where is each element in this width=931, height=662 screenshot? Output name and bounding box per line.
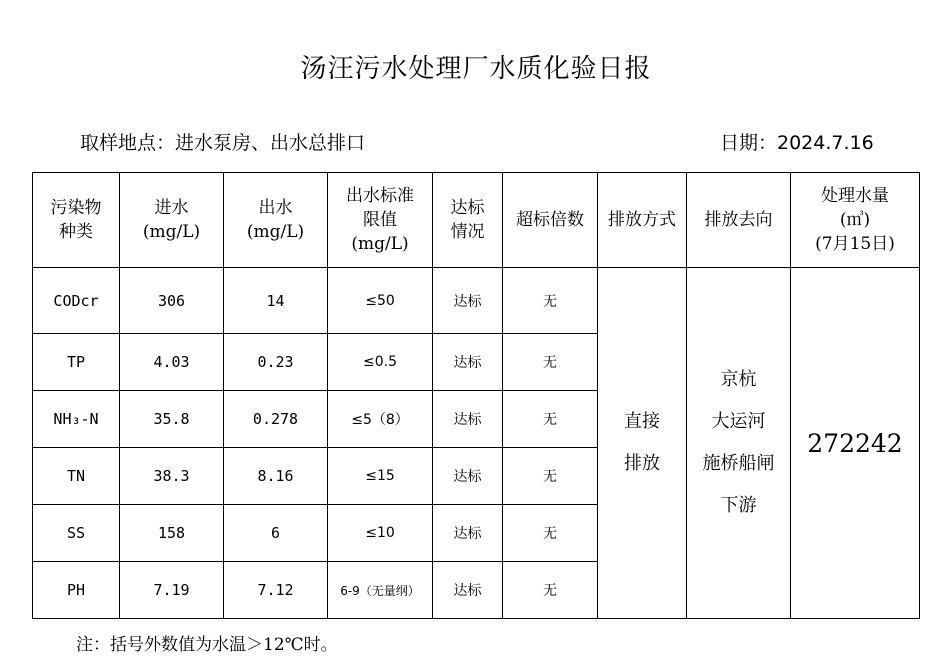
header-standard: 出水标准 限值 (mg/L) <box>328 173 433 268</box>
cell-pollutant: CODcr <box>33 268 120 334</box>
cell-inflow: 4.03 <box>120 334 224 391</box>
cell-standard: ≤10 <box>328 505 433 562</box>
cell-exceed: 无 <box>503 562 598 619</box>
cell-outflow: 0.23 <box>224 334 328 391</box>
header-volume: 处理水量 (㎥) (7月15日) <box>791 173 920 268</box>
cell-pollutant: TP <box>33 334 120 391</box>
header-outflow: 出水 (mg/L) <box>224 173 328 268</box>
footnote: 注：括号外数值为水温＞12℃时。 <box>76 635 338 655</box>
cell-pollutant: NH₃-N <box>33 391 120 448</box>
cell-inflow: 7.19 <box>120 562 224 619</box>
cell-exceed: 无 <box>503 448 598 505</box>
table-header-row <box>33 173 920 268</box>
cell-compliance: 达标 <box>433 505 503 562</box>
cell-standard: ≤0.5 <box>328 334 433 391</box>
header-exceed: 超标倍数 <box>503 173 598 268</box>
cell-discharge-method: 直接 排放 <box>598 268 687 619</box>
cell-outflow: 6 <box>224 505 328 562</box>
table-row-codcr <box>33 268 920 334</box>
header-inflow: 进水 (mg/L) <box>120 173 224 268</box>
cell-exceed: 无 <box>503 505 598 562</box>
cell-standard: ≤50 <box>328 268 433 334</box>
cell-exceed: 无 <box>503 268 598 334</box>
cell-compliance: 达标 <box>433 391 503 448</box>
cell-compliance: 达标 <box>433 268 503 334</box>
cell-pollutant: PH <box>33 562 120 619</box>
cell-exceed: 无 <box>503 391 598 448</box>
cell-discharge-destination: 京杭 大运河 施桥船闸 下游 <box>687 268 791 619</box>
cell-pollutant: SS <box>33 505 120 562</box>
water-quality-table <box>32 172 920 619</box>
cell-inflow: 306 <box>120 268 224 334</box>
sampling-location: 取样地点：进水泵房、出水总排口 <box>80 132 366 154</box>
cell-outflow: 7.12 <box>224 562 328 619</box>
cell-compliance: 达标 <box>433 334 503 391</box>
header-pollutant: 污染物 种类 <box>33 173 120 268</box>
cell-standard: ≤5（8） <box>328 391 433 448</box>
header-compliance: 达标 情况 <box>433 173 503 268</box>
cell-standard: ≤15 <box>328 448 433 505</box>
cell-compliance: 达标 <box>433 448 503 505</box>
cell-inflow: 35.8 <box>120 391 224 448</box>
report-date: 日期：2024.7.16 <box>720 132 874 154</box>
header-discharge-method: 排放方式 <box>598 173 687 268</box>
header-discharge-destination: 排放去向 <box>687 173 791 268</box>
cell-outflow: 14 <box>224 268 328 334</box>
cell-standard: 6-9（无量纲） <box>328 562 433 619</box>
cell-outflow: 0.278 <box>224 391 328 448</box>
cell-inflow: 38.3 <box>120 448 224 505</box>
cell-compliance: 达标 <box>433 562 503 619</box>
cell-inflow: 158 <box>120 505 224 562</box>
cell-treated-volume: 272242 <box>791 268 920 619</box>
cell-pollutant: TN <box>33 448 120 505</box>
cell-exceed: 无 <box>503 334 598 391</box>
cell-outflow: 8.16 <box>224 448 328 505</box>
report-title: 汤汪污水处理厂水质化验日报 <box>300 54 652 84</box>
